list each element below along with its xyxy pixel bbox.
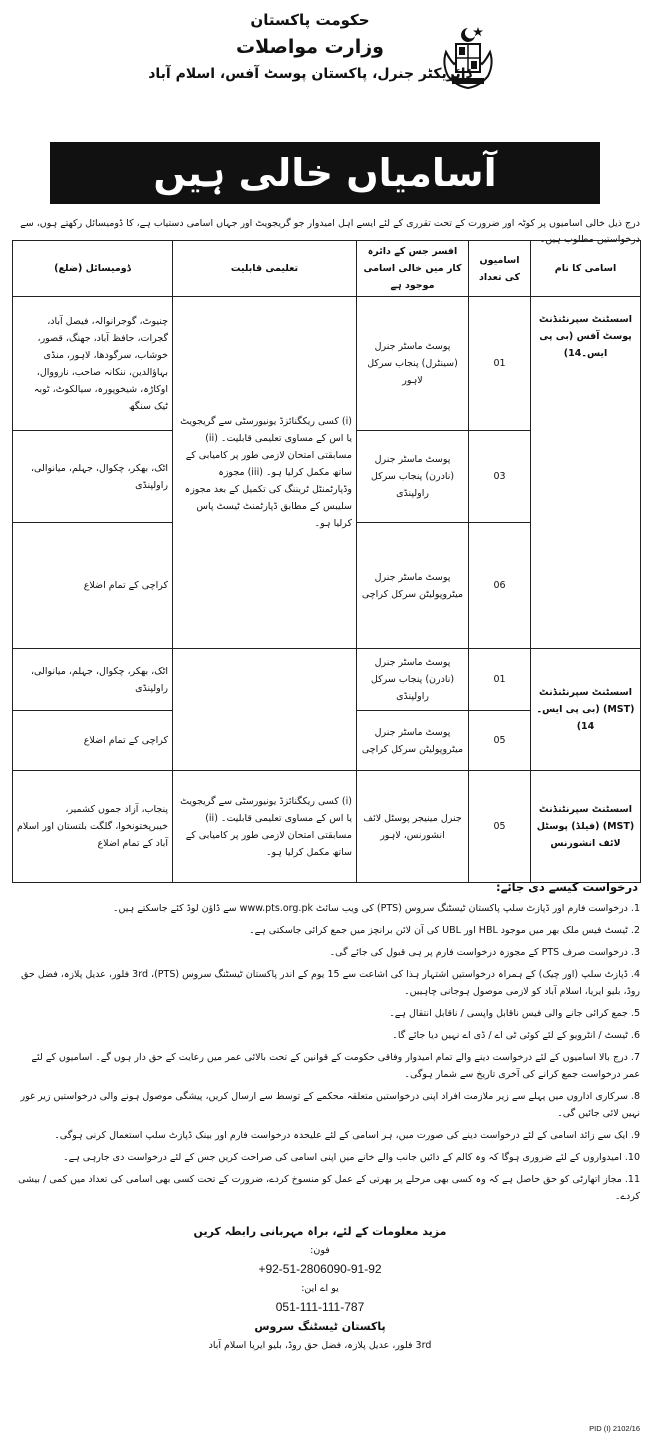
col-header-office: افسر جس کے دائرہ کار میں خالی اسامی موجود ہے: [357, 241, 469, 297]
qualification-empty: [173, 649, 357, 771]
table-row: [13, 771, 641, 883]
organization-name: پاکستان ٹیسٹنگ سروس: [254, 1320, 386, 1333]
post-count: 01: [469, 649, 531, 711]
phone-label: فون:: [310, 1245, 330, 1256]
table-row: [13, 649, 641, 711]
header-government: حکومت پاکستان: [250, 11, 370, 29]
post-count: 05: [469, 771, 531, 883]
pid-code: PID (I) 2102/16: [589, 1424, 640, 1433]
domicile: کراچی کے تمام اضلاع: [13, 523, 173, 649]
post-count: 06: [469, 523, 531, 649]
post-name: اسسٹنٹ سپرنٹنڈنٹ پوسٹ آفس (بی پی ایس۔14): [531, 297, 641, 649]
table-header-row: [13, 241, 641, 297]
office-name: پوسٹ ماسٹر جنرل (نادرن) پنجاب سرکل راولپنڈی: [357, 649, 469, 711]
intro-text: درج ذیل خالی اسامیوں پر کوٹہ اور ضرورت کے تحت تقرری کے لئے ایسے اہل امیدوار جو گریجویٹ اور جہاں اسامی دستیاب ہے، کا ڈومیسائل رکھتے ہوں، سے درخواستیں مطلوب ہیں۔: [20, 218, 640, 245]
phone-number[interactable]: +92-51-2806090-91-92: [258, 1262, 382, 1276]
list-item: 3. درخواست صرف PTS کے مجوزہ درخواست فارم پر ہی قبول کی جائے گی۔: [329, 947, 640, 958]
post-name: اسسٹنٹ سپرنٹنڈنٹ (MST) (فیلڈ) پوسٹل لائف انشورنس: [531, 771, 641, 883]
list-item: 10. امیدواروں کے لئے ضروری ہوگا کہ وہ کالم کے دائیں جانب والے خانے میں اپنی اسامی کی صراحت کریں جس کے لئے درخواست دی جارہی ہے۔: [63, 1152, 640, 1163]
office-name: جنرل مینیجر پوسٹل لائف انشورنس، لاہور: [357, 771, 469, 883]
table-row: [13, 297, 641, 431]
list-item: 9. ایک سے زائد اسامی کے لئے درخواست دینے کی صورت میں، ہر اسامی کے لئے علیحدہ درخواست فارم اور بینک ڈپازٹ سلپ استعمال کرنی ہوگی۔: [54, 1130, 640, 1141]
header-block: [90, 8, 530, 86]
office-name: پوسٹ ماسٹر جنرل (نادرن) پنجاب سرکل راولپنڈی: [357, 431, 469, 523]
post-count: 05: [469, 711, 531, 771]
vacancy-table: [12, 240, 641, 883]
header-ministry: وزارت مواصلات: [236, 36, 384, 58]
office-name: پوسٹ ماسٹر جنرل (سینٹرل) پنجاب سرکل لاہور: [357, 297, 469, 431]
vacancies-banner: آسامیاں خالی ہیں: [50, 142, 600, 204]
apply-title: درخواست کیسے دی جائے:: [496, 880, 638, 894]
qualification: (i) کسی ریکگنائزڈ یونیورسٹی سے گریجویٹ یا اس کے مساوی تعلیمی قابلیت۔ (ii) مسابقتی امتحان لازمی طور پر کامیابی کے ساتھ مکمل کرلیا ہو۔: [173, 771, 357, 883]
organization-address: 3rd فلور، عدیل پلازہ، فضل حق روڈ، بلیو ایریا اسلام آباد: [208, 1340, 432, 1351]
col-header-count: اسامیوں کی تعداد: [469, 241, 531, 297]
col-header-qualification: تعلیمی قابلیت: [173, 241, 357, 297]
post-count: 01: [469, 297, 531, 431]
office-name: پوسٹ ماسٹر جنرل میٹروپولیٹن سرکل کراچی: [357, 523, 469, 649]
apply-instructions: [15, 900, 640, 1210]
domicile: چنیوٹ، گوجرانوالہ، فیصل آباد، گجرات، حافظ آباد، جھنگ، قصور، خوشاب، سرگودھا، لاہور، منڈی بہاؤالدین، ننکانہ صاحب، نارووال، اوکاڑہ، شیخوپورہ، سیالکوٹ، ٹوبہ ٹیک سنگھ: [13, 297, 173, 431]
list-item: 1. درخواست فارم اور ڈپازٹ سلپ پاکستان ٹیسٹنگ سروس (PTS) کی ویب سائٹ www.pts.org.pk سے ڈاؤن لوڈ کئے جاسکتے ہیں۔: [112, 903, 640, 914]
contact-heading: مزید معلومات کے لئے، براہ مہربانی رابطہ کریں: [193, 1225, 447, 1238]
list-item: 2. ٹیسٹ فیس ملک بھر میں موجود HBL اور UBL کی آن لائن برانچز میں جمع کرائی جاسکتی ہے۔: [249, 925, 640, 936]
list-item: 8. سرکاری اداروں میں پہلے سے زیر ملازمت افراد اپنی درخواستیں متعلقہ محکمے کے توسط سے ارسال کریں، پیشگی موصول ہونے والی درخواستیں زیر غور نہیں لائی جائیں گی۔: [20, 1091, 640, 1119]
uan-label: یو اے این:: [301, 1283, 339, 1294]
domicile: پنجاب، آزاد جموں کشمیر، خیبرپختونخوا، گلگت بلتستان اور اسلام آباد کے تمام اضلاع: [13, 771, 173, 883]
office-name: پوسٹ ماسٹر جنرل میٹروپولیٹن سرکل کراچی: [357, 711, 469, 771]
qualification: (i) کسی ریکگنائزڈ یونیورسٹی سے گریجویٹ یا اس کے مساوی تعلیمی قابلیت۔ (ii) مسابقتی امتحان لازمی طور پر کامیابی کے ساتھ مکمل کرلیا ہو۔ (iii) مجوزہ وڈپارٹمنٹل ٹریننگ کی تکمیل کے بعد مجوزہ سلیبس کے مطابق ڈپارٹمنٹ ٹیسٹ پاس کرلیا ہو۔: [173, 297, 357, 649]
list-item: 7. درج بالا اسامیوں کے لئے درخواست دینے والے تمام امیدوار وفاقی حکومت کے قوانین کے تحت بالائی عمر میں رعایت کے حق دار ہوں گے۔ اسامیوں کے لئے عمر درخواست جمع کرانے کی آخری تاریخ سے شمار ہوگی۔: [31, 1052, 640, 1080]
list-item: 4. ڈپازٹ سلپ (اور چیک) کے ہمراہ درخواستیں اشتہار ہذا کی اشاعت سے 15 یوم کے اندر پاکستان ٹیسٹنگ سروس (PTS)، 3rd فلور، عدیل پلازہ، فضل حق روڈ، بلیو ایریا، اسلام آباد کو لازمی موصول ہوجانی چاہییں۔: [21, 969, 640, 997]
list-item: 11. مجاز اتھارٹی کو حق حاصل ہے کہ وہ کسی بھی مرحلے پر بھرتی کے عمل کو منسوخ کردے، ضرورت کے تحت کسی بھی اسامی کی تعداد میں کمی / بیشی کردے۔: [18, 1174, 640, 1202]
domicile: اٹک، بھکر، چکوال، جہلم، میانوالی، راولپنڈی: [13, 649, 173, 711]
header-department: ڈائریکٹر جنرل، پاکستان پوسٹ آفس، اسلام آباد: [148, 66, 472, 82]
domicile: اٹک، بھکر، چکوال، جہلم، میانوالی، راولپنڈی: [13, 431, 173, 523]
domicile: کراچی کے تمام اضلاع: [13, 711, 173, 771]
uan-number[interactable]: 051-111-111-787: [275, 1300, 365, 1314]
col-header-name: اسامی کا نام: [531, 241, 641, 297]
contact-block: [165, 1222, 475, 1355]
post-count: 03: [469, 431, 531, 523]
list-item: 5. جمع کرائی جانے والی فیس ناقابل واپسی / ناقابل انتقال ہے۔: [389, 1008, 640, 1019]
list-item: 6. ٹیسٹ / انٹرویو کے لئے کوئی ٹی اے / ڈی اے نہیں دیا جائے گا۔: [392, 1030, 640, 1041]
post-name: اسسٹنٹ سپرنٹنڈنٹ (MST) (بی پی ایس۔14): [531, 649, 641, 771]
col-header-domicile: ڈومیسائل (ضلع): [13, 241, 173, 297]
